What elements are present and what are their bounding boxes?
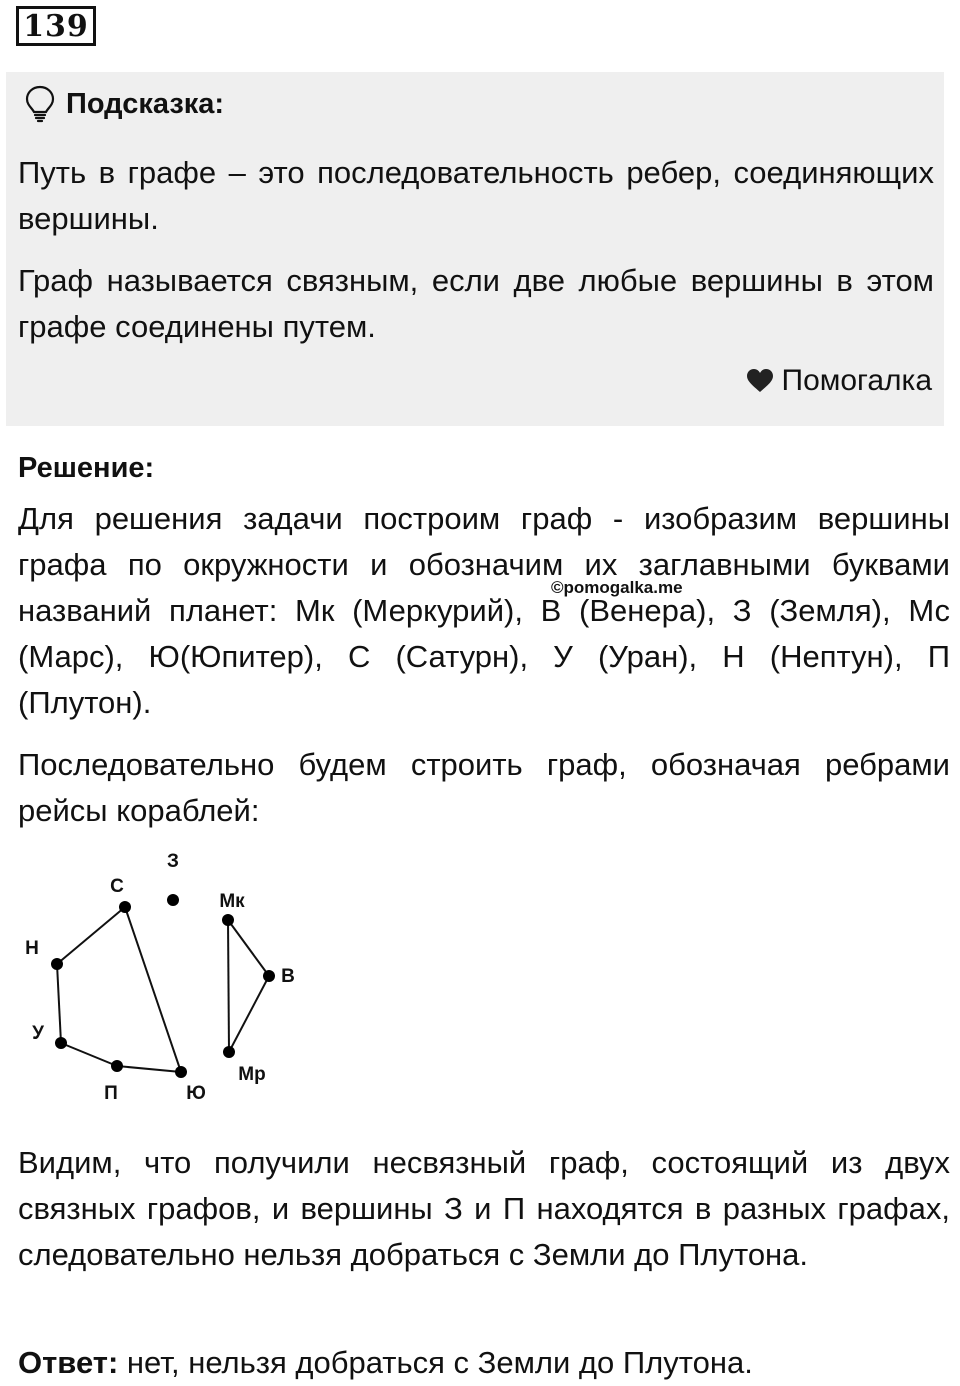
hint-box [6, 72, 944, 426]
brand [746, 364, 933, 398]
graph-vertex-П [111, 1060, 123, 1072]
hint-title-text: Подсказка: [66, 87, 225, 120]
graph-edge-Мк-В [228, 920, 269, 976]
graph-edge-Н-У [57, 964, 61, 1043]
graph-label-П: П [104, 1083, 118, 1105]
answer [18, 1340, 753, 1386]
graph-vertex-Ю [175, 1066, 187, 1078]
hint-definition-path: Путь в графе – это последовательность ребер, соединяющих вершины. [18, 155, 934, 236]
graph-label-Н: Н [25, 938, 39, 960]
graph-label-Ю: Ю [186, 1083, 206, 1105]
answer-text: нет, нельзя добраться с Земли до Плутона. [118, 1345, 753, 1380]
graph-vertex-У [55, 1037, 67, 1049]
solution-paragraph-1: Для решения задачи построим граф - изобразим вершины графа по окружности и обозначим их заглавными буквами названий планет: Мк (Меркурий), В (Венера), З (Земля), Мс (Марс), Ю(Юпитер), С (Сатурн), У (Уран), Н (Нептун), П (Плутон). [18, 501, 950, 720]
task-number: 139 [16, 6, 96, 46]
graph-vertex-В [263, 970, 275, 982]
answer-label: Ответ: [18, 1345, 119, 1380]
brand-name: Помогалка [781, 364, 932, 397]
graph-label-З: З [167, 851, 179, 873]
graph-label-В: В [281, 966, 295, 988]
hint-definition-connected: Граф называется связным, если две любые вершины в этом графе соединены путем. [18, 263, 934, 344]
graph-edge-П-Ю [117, 1066, 181, 1072]
solution-paragraph-3: Видим, что получили несвязный граф, состоящий из двух связных графов, и вершины З и П находятся в разных графах, следовательно нельзя добраться с Земли до Плутона. [18, 1145, 950, 1272]
graph-edge-В-Мр [229, 976, 269, 1052]
graph-edge-Мр-Мк [228, 920, 229, 1052]
graph-label-Мк: Мк [219, 891, 245, 913]
graph-label-С: С [110, 876, 124, 898]
graph-vertex-Н [51, 958, 63, 970]
graph-vertex-Мр [223, 1046, 235, 1058]
hint-title [24, 84, 224, 124]
solution-paragraph-2: Последовательно будем строить граф, обозначая ребрами рейсы кораблей: [18, 747, 950, 828]
watermark: ©pomogalka.me [551, 578, 683, 597]
solution-title: Решение: [18, 452, 155, 484]
planet-graph [0, 840, 320, 1120]
heart-icon [746, 368, 774, 394]
graph-vertex-Мк [222, 914, 234, 926]
graph-edge-Ю-С [125, 907, 181, 1072]
graph-edge-У-П [61, 1043, 117, 1066]
graph-vertex-С [119, 901, 131, 913]
graph-label-Мр: Мр [238, 1064, 266, 1086]
graph-vertex-З [167, 894, 179, 906]
graph-edge-С-Н [57, 907, 125, 964]
lightbulb-icon [24, 84, 56, 124]
graph-label-У: У [32, 1023, 44, 1045]
